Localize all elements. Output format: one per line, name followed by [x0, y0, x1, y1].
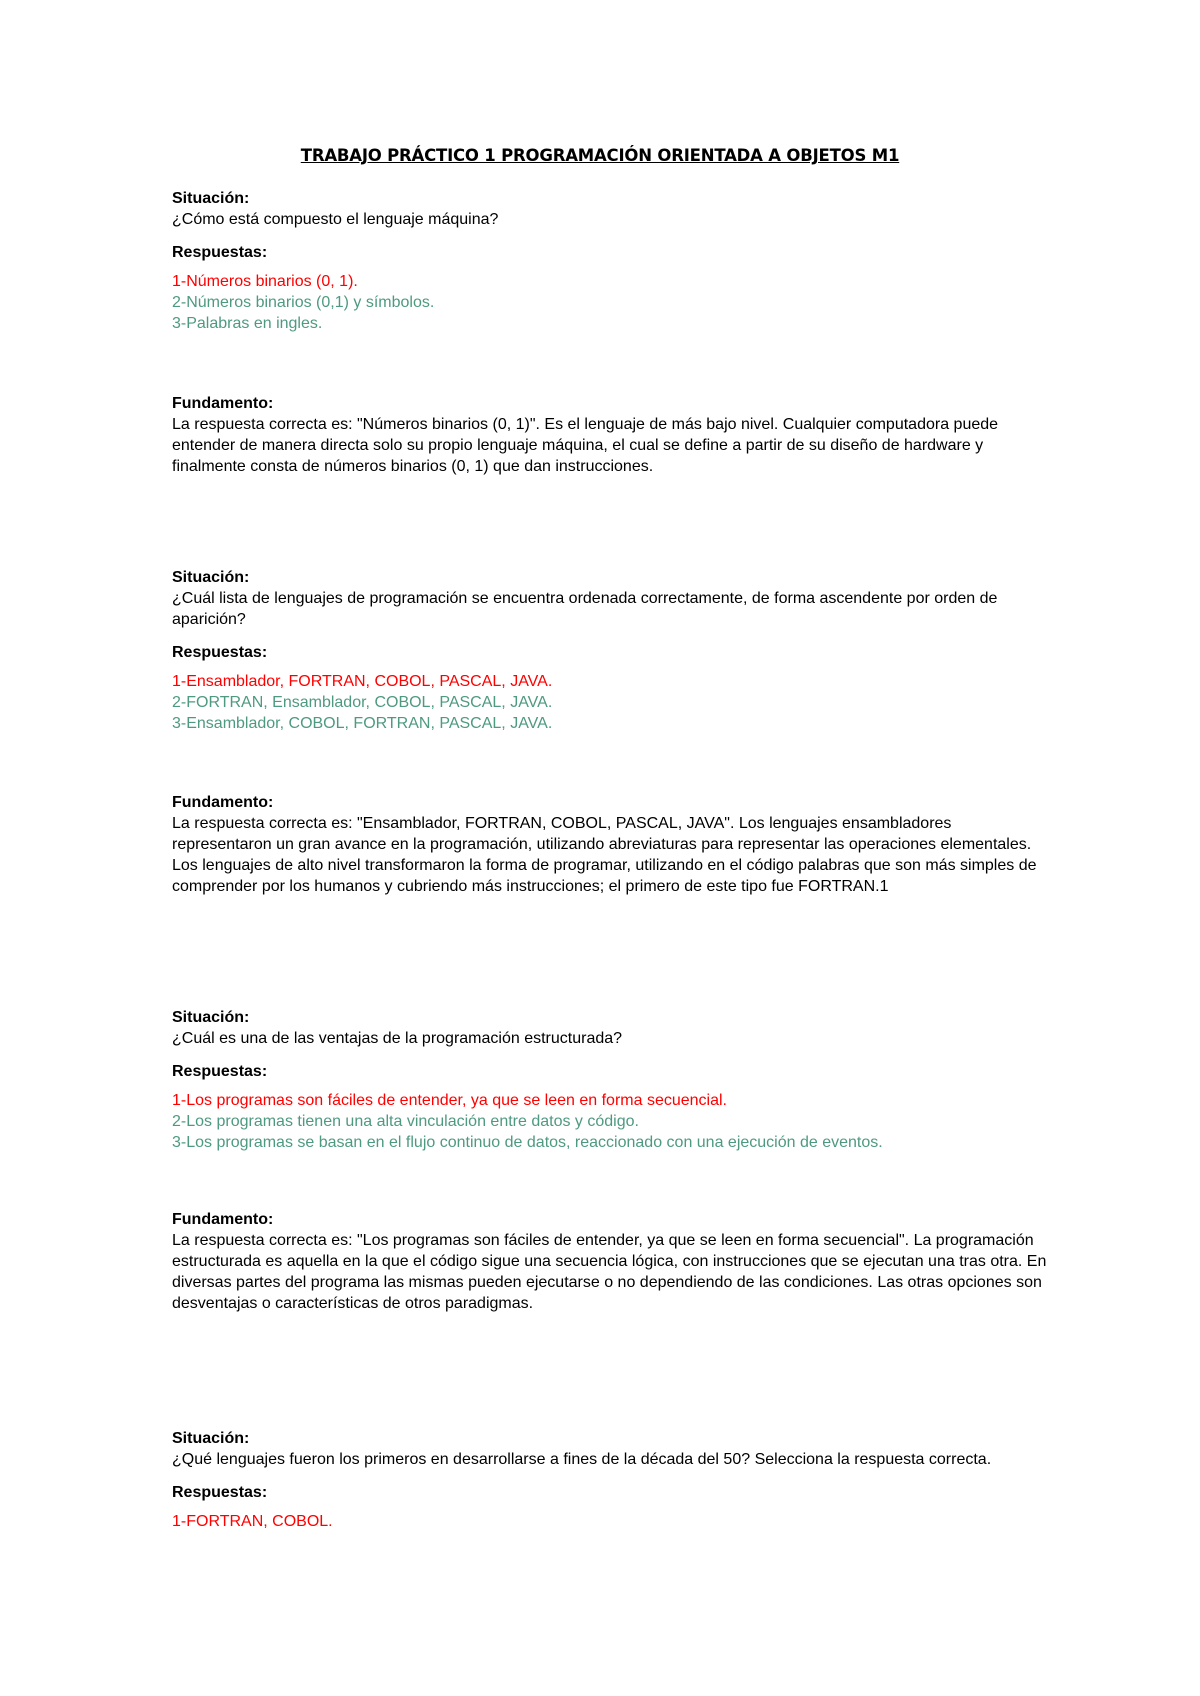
situacion-block-4	[172, 1428, 1052, 1532]
question-text: ¿Cuál lista de lenguajes de programación se encuentra ordenada correctamente, de forma ascendente por orden de aparición?	[172, 590, 998, 628]
page-title: TRABAJO PRÁCTICO 1 PROGRAMACIÓN ORIENTADA A OBJETOS M1	[300, 146, 900, 165]
answer-option: 3-Palabras en ingles.	[172, 315, 323, 332]
question-text: ¿Cómo está compuesto el lenguaje máquina?	[172, 211, 499, 228]
answer-correct: 1-Ensamblador, FORTRAN, COBOL, PASCAL, JAVA.	[172, 673, 553, 690]
answer-correct: 1-FORTRAN, COBOL.	[172, 1513, 333, 1530]
situacion-block-2	[172, 567, 1052, 734]
answer-option: 2-FORTRAN, Ensamblador, COBOL, PASCAL, JAVA.	[172, 694, 553, 711]
question-text: ¿Cuál es una de las ventajas de la programación estructurada?	[172, 1030, 623, 1047]
answer-option: 2-Números binarios (0,1) y símbolos.	[172, 294, 435, 311]
situacion-label: Situación:	[172, 1430, 250, 1447]
answer-correct: 1-Los programas son fáciles de entender, ya que se leen en forma secuencial.	[172, 1092, 727, 1109]
fundamento-block-1	[172, 393, 1052, 477]
situacion-block-1	[172, 188, 1052, 334]
question-text: ¿Qué lenguajes fueron los primeros en desarrollarse a fines de la década del 50? Selecciona la respuesta correcta.	[172, 1451, 992, 1468]
fundamento-label: Fundamento:	[172, 794, 274, 811]
answer-option: 3-Ensamblador, COBOL, FORTRAN, PASCAL, JAVA.	[172, 715, 553, 732]
situacion-block-3	[172, 1007, 1052, 1153]
fundamento-block-2	[172, 792, 1052, 897]
respuestas-label: Respuestas:	[172, 244, 268, 261]
fundamento-text: La respuesta correcta es: "Números binarios (0, 1)". Es el lenguaje de más bajo nivel. Cualquier computadora puede entender de manera directa solo su propio lenguaje máquina, el cual se define a partir de su diseño de hardware y finalmente consta de números binarios (0, 1) que dan instrucciones.	[172, 416, 999, 475]
situacion-label: Situación:	[172, 1009, 250, 1026]
fundamento-block-3	[172, 1209, 1052, 1314]
answer-correct: 1-Números binarios (0, 1).	[172, 273, 358, 290]
respuestas-label: Respuestas:	[172, 1063, 268, 1080]
answer-option: 2-Los programas tienen una alta vinculación entre datos y código.	[172, 1113, 639, 1130]
fundamento-label: Fundamento:	[172, 395, 274, 412]
respuestas-label: Respuestas:	[172, 644, 268, 661]
situacion-label: Situación:	[172, 569, 250, 586]
answer-option: 3-Los programas se basan en el flujo continuo de datos, reaccionado con una ejecución de eventos.	[172, 1134, 883, 1151]
fundamento-label: Fundamento:	[172, 1211, 274, 1228]
situacion-label: Situación:	[172, 190, 250, 207]
respuestas-label: Respuestas:	[172, 1484, 268, 1501]
fundamento-text: La respuesta correcta es: "Los programas son fáciles de entender, ya que se leen en forma secuencial". La programación estructurada es aquella en la que el código sigue una secuencia lógica, con instrucciones que se ejecutan una tras otra. En diversas partes del programa las mismas pueden ejecutarse o no dependiendo de las condiciones. Las otras opciones son desventajas o características de otros paradigmas.	[172, 1232, 1047, 1312]
fundamento-text: La respuesta correcta es: "Ensamblador, FORTRAN, COBOL, PASCAL, JAVA". Los lenguajes ensambladores representaron un gran avance en la programación, utilizando abreviaturas para representar las operaciones elementales. Los lenguajes de alto nivel transformaron la forma de programar, utilizando en el código palabras que son más simples de comprender por los humanos y cubriendo más instrucciones; el primero de este tipo fue FORTRAN.1	[172, 815, 1037, 895]
